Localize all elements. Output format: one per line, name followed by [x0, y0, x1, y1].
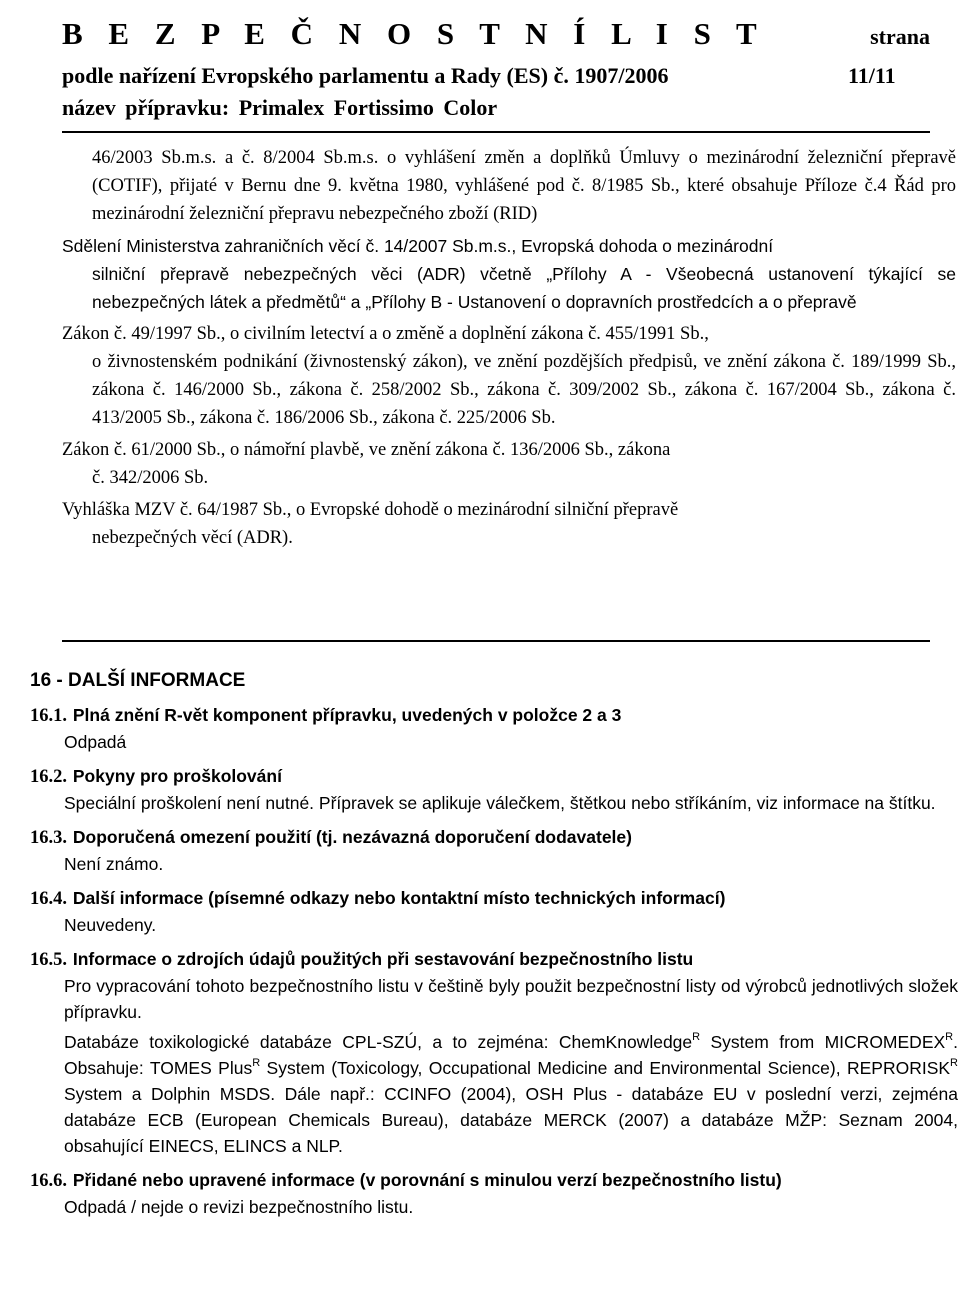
subsection-16-4: 16.4. Další informace (písemné odkazy nebo kontaktní místo technických informací)	[30, 888, 726, 909]
regulation-rid: 46/2003 Sb.m.s. a č. 8/2004 Sb.m.s. o vyhlášení změn a doplňků Úmluvy o mezinárodní železniční přepravě (COTIF), přijaté v Bernu dne 9. května 1980, vyhlášené pod č. 8/1985 Sb., které obsahuje Příloze č.4 Řád pro mezinárodní železniční přepravu nebezpečného zboží (RID)	[92, 148, 956, 224]
document-title: B E Z P E Č N O S T N Í L I S T	[62, 16, 766, 51]
subsection-16-3-body: Není známo.	[64, 854, 164, 874]
product-name: Primalex Fortissimo Color	[238, 95, 498, 120]
section-16	[30, 668, 958, 1228]
subsection-16-1-body: Odpadá	[64, 732, 127, 752]
page-label: strana	[870, 24, 930, 49]
subsection-16-3: 16.3. Doporučená omezení použití (tj. nezávazná doporučení dodavatele)	[30, 827, 632, 848]
regulation-maritime: Zákon č. 61/2000 Sb., o námořní plavbě, ve znění zákona č. 136/2006 Sb., zákona č. 342/2006 Sb.	[62, 440, 671, 488]
section-16-heading: 16 - DALŠÍ INFORMACE	[30, 670, 246, 691]
regulation-reference: podle nařízení Evropského parlamentu a Rady (ES) č. 1907/2006	[62, 63, 669, 88]
databases-paragraph: Databáze toxikologické databáze CPL-SZÚ, a to zejména: ChemKnowledge$^R$ System from $MICROMEDEX^R$. Obsahuje: TOMES Plus$^R$ System (Toxicology, Occupational Medicine and Environmental Science), $REPRORISK^R$ System a Dolphin MSDS. Dále např.: CCINFO (2004), OSH Plus - databáze EU v poslední verzi, zejména databáze ECB (European Chemicals Bureau), databáze MERCK (2007) a databáze MŽP: Seznam 2004, obsahující EINECS, ELINCS a NLP.	[64, 1031, 958, 1156]
subsection-16-5: 16.5. Informace o zdrojích údajů použitých při sestavování bezpečnostního listu	[30, 949, 694, 970]
header-rule	[62, 131, 930, 133]
subsection-16-2: 16.2. Pokyny pro proškolování	[30, 766, 282, 787]
page-number: 11/11	[848, 63, 896, 88]
subsection-16-5-body: Pro vypracování tohoto bezpečnostního listu v češtině byly použit bezpečnostní listy od výrobců jednotlivých složek přípravku.	[64, 976, 958, 1022]
subsection-16-6: 16.6. Přidané nebo upravené informace (v porovnání s minulou verzí bezpečnostního listu)	[30, 1170, 782, 1191]
regulation-adr: Sdělení Ministerstva zahraničních věcí č. 14/2007 Sb.m.s., Evropská dohoda o mezinárodní silniční přepravě nebezpečných věci (ADR) včetně „Přílohy A - Všeobecná ustanovení týkající se nebezpečných látek a předmětů“ a „Přílohy B - Ustanovení o dopravních prostředcích a o přepravě	[62, 236, 956, 312]
subsection-16-1: 16.1. Plná znění R-vět komponent přípravku, uvedených v položce 2 a 3	[30, 705, 622, 726]
product-label: název přípravku:	[62, 95, 230, 120]
subsection-16-4-body: Neuvedeny.	[64, 915, 157, 935]
section-rule	[62, 640, 930, 642]
regulation-mzv: Vyhláška MZV č. 64/1987 Sb., o Evropské dohodě o mezinárodní silniční přepravě nebezpečných věcí (ADR).	[62, 500, 679, 548]
subsection-16-2-body: Speciální proškolení není nutné. Přípravek se aplikuje válečkem, štětkou nebo stříkáním, viz informace na štítku.	[64, 793, 936, 813]
regulation-civil-aviation: Zákon č. 49/1997 Sb., o civilním letectví a o změně a doplnění zákona č. 455/1991 Sb., o živnostenském podnikání (živnostenský zákon), ve znění pozdějších předpisů, ve znění zákona č. 189/1999 Sb., zákona č. 146/2000 Sb., zákona č. 258/2002 Sb., zákona č. 309/2002 Sb., zákona č. 167/2004 Sb., zákona č. 413/2005 Sb., zákona č. 186/2006 Sb., zákona č. 225/2006 Sb.	[62, 324, 956, 428]
subsection-16-6-body: Odpadá / nejde o revizi bezpečnostního listu.	[64, 1197, 414, 1217]
regulations-list	[62, 144, 956, 556]
product-line	[62, 95, 930, 121]
